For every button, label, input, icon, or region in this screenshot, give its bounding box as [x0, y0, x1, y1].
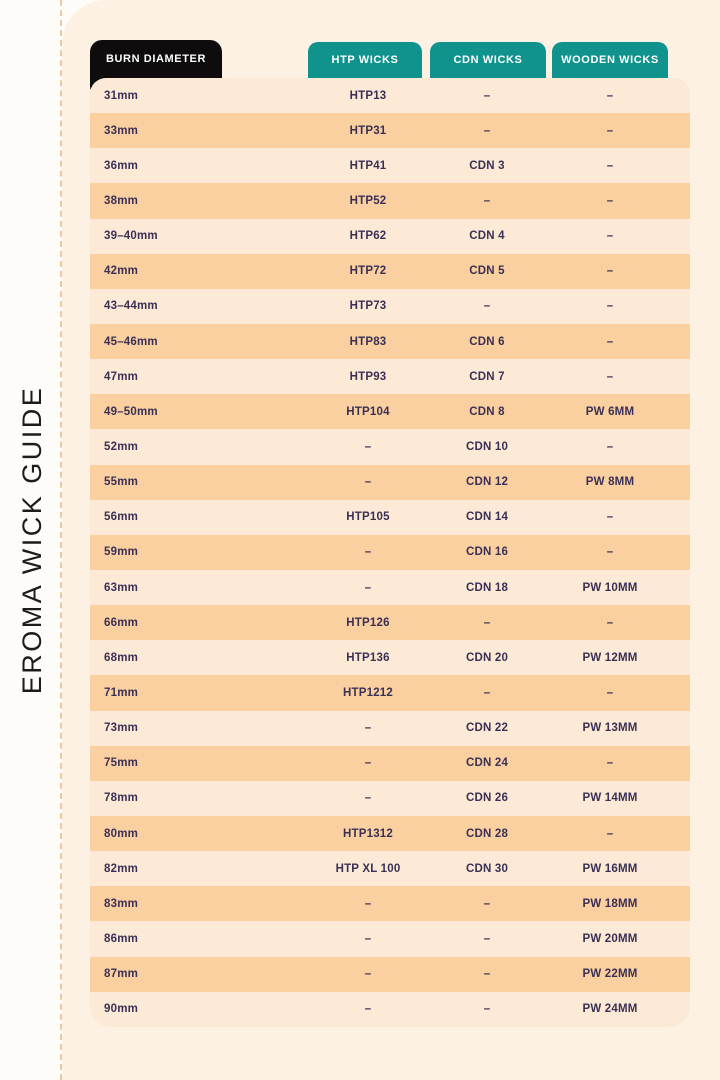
- burn-diameter-cell: 45–46mm: [104, 335, 158, 348]
- table-row: [90, 324, 690, 359]
- htp-wick-cell: –: [364, 440, 372, 453]
- burn-diameter-cell: 90mm: [104, 1003, 139, 1016]
- wooden-wicks-header-label: WOODEN WICKS: [561, 54, 659, 66]
- burn-diameter-cell: 86mm: [104, 932, 139, 945]
- burn-diameter-cell: 39–40mm: [104, 230, 158, 243]
- cdn-wick-cell: CDN 10: [465, 440, 509, 453]
- burn-diameter-cell: 80mm: [104, 827, 139, 840]
- table-row: [90, 886, 690, 921]
- table-row: [90, 746, 690, 781]
- htp-wick-cell: –: [364, 757, 372, 770]
- htp-wick-cell: HTP83: [349, 335, 387, 348]
- htp-wick-cell: –: [364, 722, 372, 735]
- wooden-wick-cell: PW 12MM: [582, 651, 638, 664]
- cdn-wick-cell: CDN 26: [465, 792, 509, 805]
- table-row: [90, 113, 690, 148]
- wooden-wick-cell: –: [606, 124, 614, 137]
- burn-diameter-cell: 59mm: [104, 546, 139, 559]
- table-row: [90, 957, 690, 992]
- table-row: [90, 219, 690, 254]
- burn-diameter-cell: 82mm: [104, 862, 139, 875]
- wooden-wick-cell: –: [606, 265, 614, 278]
- burn-diameter-cell: 78mm: [104, 792, 139, 805]
- cdn-wick-cell: CDN 30: [465, 862, 509, 875]
- cdn-wick-cell: CDN 24: [465, 757, 509, 770]
- burn-diameter-cell: 66mm: [104, 616, 139, 629]
- burn-diameter-cell: 42mm: [104, 265, 139, 278]
- cdn-wick-cell: –: [483, 124, 491, 137]
- cdn-wick-cell: –: [483, 932, 491, 945]
- htp-wick-cell: –: [364, 1003, 372, 1016]
- cdn-wick-cell: CDN 3: [469, 159, 505, 172]
- htp-wick-cell: HTP XL 100: [335, 862, 401, 875]
- htp-wick-cell: HTP52: [349, 194, 387, 207]
- table-row: [90, 640, 690, 675]
- cdn-wick-cell: –: [483, 1003, 491, 1016]
- table-row: [90, 992, 690, 1027]
- wooden-wick-cell: –: [606, 616, 614, 629]
- htp-wick-cell: –: [364, 792, 372, 805]
- burn-diameter-header-label: BURN DIAMETER: [105, 53, 207, 65]
- htp-wick-cell: HTP105: [346, 511, 390, 524]
- wooden-wick-cell: PW 24MM: [582, 1003, 638, 1016]
- wooden-wick-cell: PW 6MM: [585, 405, 635, 418]
- htp-wick-cell: HTP1212: [343, 686, 393, 699]
- table-row: [90, 675, 690, 710]
- cdn-wick-cell: CDN 6: [469, 335, 505, 348]
- table-body: [90, 78, 690, 1027]
- burn-diameter-cell: 63mm: [104, 581, 139, 594]
- htp-wick-cell: HTP136: [346, 651, 390, 664]
- burn-diameter-cell: 36mm: [104, 159, 139, 172]
- cdn-wick-cell: CDN 8: [469, 405, 505, 418]
- burn-diameter-cell: 83mm: [104, 897, 139, 910]
- htp-wick-cell: HTP93: [349, 370, 387, 383]
- table-row: [90, 851, 690, 886]
- wooden-wick-cell: –: [606, 440, 614, 453]
- wooden-wick-cell: –: [606, 300, 614, 313]
- wick-guide-table: [90, 40, 690, 1030]
- burn-diameter-cell: 43–44mm: [104, 300, 158, 313]
- table-row: [90, 183, 690, 218]
- table-row: [90, 500, 690, 535]
- cdn-wick-cell: CDN 14: [465, 511, 509, 524]
- burn-diameter-cell: 75mm: [104, 757, 139, 770]
- cdn-wick-cell: CDN 18: [465, 581, 509, 594]
- burn-diameter-cell: 56mm: [104, 511, 139, 524]
- htp-wick-cell: HTP72: [349, 265, 387, 278]
- cdn-wick-cell: CDN 5: [469, 265, 505, 278]
- burn-diameter-cell: 47mm: [104, 370, 139, 383]
- wooden-wick-cell: PW 14MM: [582, 792, 638, 805]
- table-row: [90, 535, 690, 570]
- htp-wick-cell: –: [364, 546, 372, 559]
- wooden-wick-cell: –: [606, 686, 614, 699]
- wooden-wick-cell: –: [606, 546, 614, 559]
- table-row: [90, 816, 690, 851]
- table-row: [90, 605, 690, 640]
- cdn-wick-cell: –: [483, 300, 491, 313]
- cdn-wicks-header-label: CDN WICKS: [453, 54, 523, 66]
- htp-wicks-header-label: HTP WICKS: [331, 54, 399, 66]
- page-title: EROMA WICK GUIDE: [16, 385, 47, 695]
- cdn-wick-cell: CDN 7: [469, 370, 505, 383]
- htp-wick-cell: HTP1312: [343, 827, 393, 840]
- cdn-wick-cell: CDN 12: [465, 476, 509, 489]
- wooden-wick-cell: –: [606, 194, 614, 207]
- table-row: [90, 148, 690, 183]
- wooden-wick-cell: –: [606, 89, 614, 102]
- wooden-wick-cell: –: [606, 159, 614, 172]
- burn-diameter-cell: 68mm: [104, 651, 139, 664]
- cdn-wick-cell: CDN 22: [465, 722, 509, 735]
- cdn-wick-cell: CDN 28: [465, 827, 509, 840]
- table-row: [90, 921, 690, 956]
- cdn-wick-cell: –: [483, 897, 491, 910]
- cdn-wick-cell: CDN 4: [469, 230, 505, 243]
- cdn-wick-cell: –: [483, 89, 491, 102]
- htp-wick-cell: HTP13: [349, 89, 387, 102]
- cdn-wick-cell: CDN 16: [465, 546, 509, 559]
- wooden-wick-cell: PW 20MM: [582, 932, 638, 945]
- table-row: [90, 254, 690, 289]
- wooden-wick-cell: PW 22MM: [582, 968, 638, 981]
- wooden-wick-cell: –: [606, 230, 614, 243]
- wooden-wick-cell: PW 18MM: [582, 897, 638, 910]
- cdn-wick-cell: CDN 20: [465, 651, 509, 664]
- htp-wick-cell: –: [364, 476, 372, 489]
- htp-wick-cell: –: [364, 932, 372, 945]
- wooden-wick-cell: –: [606, 757, 614, 770]
- htp-wick-cell: HTP104: [346, 405, 390, 418]
- table-row: [90, 78, 690, 113]
- wooden-wick-cell: –: [606, 511, 614, 524]
- table-row: [90, 781, 690, 816]
- wooden-wick-cell: –: [606, 335, 614, 348]
- burn-diameter-cell: 38mm: [104, 194, 139, 207]
- burn-diameter-cell: 33mm: [104, 124, 139, 137]
- burn-diameter-cell: 55mm: [104, 476, 139, 489]
- htp-wick-cell: –: [364, 968, 372, 981]
- htp-wick-cell: HTP73: [349, 300, 387, 313]
- cdn-wick-cell: –: [483, 194, 491, 207]
- table-row: [90, 289, 690, 324]
- cdn-wick-cell: –: [483, 686, 491, 699]
- burn-diameter-cell: 87mm: [104, 968, 139, 981]
- table-row: [90, 394, 690, 429]
- htp-wick-cell: HTP41: [349, 159, 387, 172]
- wooden-wick-cell: PW 13MM: [582, 722, 638, 735]
- table-row: [90, 465, 690, 500]
- dashed-divider: [60, 0, 62, 1080]
- table-row: [90, 429, 690, 464]
- burn-diameter-cell: 73mm: [104, 722, 139, 735]
- htp-wick-cell: HTP62: [349, 230, 387, 243]
- htp-wick-cell: HTP31: [349, 124, 387, 137]
- burn-diameter-cell: 52mm: [104, 440, 139, 453]
- wooden-wick-cell: PW 16MM: [582, 862, 638, 875]
- cdn-wick-cell: –: [483, 616, 491, 629]
- htp-wick-cell: –: [364, 897, 372, 910]
- wooden-wick-cell: –: [606, 370, 614, 383]
- burn-diameter-cell: 49–50mm: [104, 405, 158, 418]
- htp-wick-cell: –: [364, 581, 372, 594]
- table-row: [90, 711, 690, 746]
- wooden-wick-cell: –: [606, 827, 614, 840]
- htp-wick-cell: HTP126: [346, 616, 390, 629]
- wooden-wick-cell: PW 10MM: [582, 581, 638, 594]
- cdn-wick-cell: –: [483, 968, 491, 981]
- table-row: [90, 359, 690, 394]
- wooden-wick-cell: PW 8MM: [585, 476, 635, 489]
- table-row: [90, 570, 690, 605]
- burn-diameter-cell: 71mm: [104, 686, 139, 699]
- burn-diameter-cell: 31mm: [104, 89, 139, 102]
